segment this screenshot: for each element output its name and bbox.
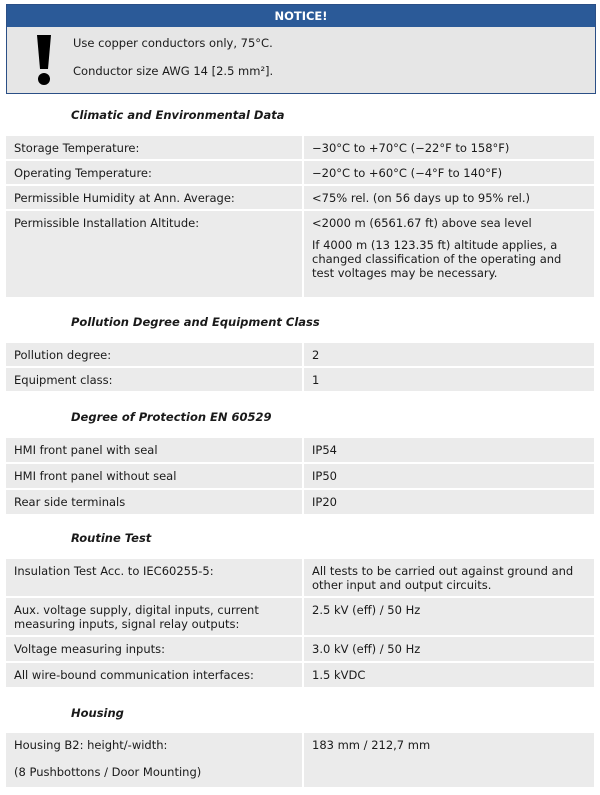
routine-table [6, 559, 594, 689]
section-title-routine: Routine Test [71, 531, 152, 545]
section-title-protection: Degree of Protection EN 60529 [71, 410, 272, 424]
row-label: Voltage measuring inputs: [6, 637, 302, 663]
notice-line-1: Use copper conductors only, 75°C. [73, 36, 273, 50]
row-label: Operating Temperature: [6, 161, 302, 186]
table-row [6, 464, 594, 490]
row-value-note: If 4000 m (13 123.35 ft) altitude applies, a changed classification of the operating and test voltages may be necessary. [312, 238, 562, 280]
row-value: All tests to be carried out against ground and other input and output circuits. [302, 559, 594, 598]
row-value-cell [302, 211, 594, 299]
row-value: <2000 m (6561.67 ft) above sea level [312, 216, 532, 230]
table-row [6, 663, 594, 689]
pollution-table [6, 343, 594, 393]
table-row [6, 161, 594, 186]
exclamation-icon [29, 33, 59, 87]
row-label: HMI front panel with seal [6, 438, 302, 464]
row-value: <75% rel. (on 56 days up to 95% rel.) [302, 186, 594, 211]
climatic-table [6, 136, 594, 299]
notice-body [7, 27, 595, 93]
row-value: 1 [302, 368, 594, 393]
row-label: Aux. voltage supply, digital inputs, current measuring inputs, signal relay outputs: [6, 598, 302, 637]
row-label: Permissible Installation Altitude: [6, 211, 302, 299]
row-value: IP50 [302, 464, 594, 490]
row-value: 3.0 kV (eff) / 50 Hz [302, 637, 594, 663]
row-label-note: (8 Pushbottons / Door Mounting) [14, 765, 202, 779]
row-value: −20°C to +60°C (−4°F to 140°F) [302, 161, 594, 186]
row-label: Equipment class: [6, 368, 302, 393]
table-row [6, 368, 594, 393]
row-label: All wire-bound communication interfaces: [6, 663, 302, 689]
row-label: Housing B2: height/-width: [14, 738, 168, 752]
table-row [6, 733, 594, 789]
row-label: HMI front panel without seal [6, 464, 302, 490]
table-row [6, 438, 594, 464]
table-row [6, 186, 594, 211]
row-label: Insulation Test Acc. to IEC60255-5: [6, 559, 302, 598]
row-value: 2 [302, 343, 594, 368]
protection-table [6, 438, 594, 516]
row-label: Storage Temperature: [6, 136, 302, 161]
housing-table [6, 733, 594, 789]
table-row [6, 598, 594, 637]
table-row [6, 343, 594, 368]
section-title-pollution: Pollution Degree and Equipment Class [71, 315, 320, 329]
row-value: −30°C to +70°C (−22°F to 158°F) [302, 136, 594, 161]
section-title-housing: Housing [71, 706, 124, 720]
table-row [6, 637, 594, 663]
notice-title: NOTICE! [7, 5, 595, 27]
row-label-cell [6, 733, 302, 789]
table-row [6, 490, 594, 516]
notice-box [6, 4, 596, 94]
table-row [6, 559, 594, 598]
table-row [6, 136, 594, 161]
table-row [6, 211, 594, 299]
row-label: Pollution degree: [6, 343, 302, 368]
notice-line-2: Conductor size AWG 14 [2.5 mm²]. [73, 64, 274, 78]
section-title-climatic: Climatic and Environmental Data [71, 108, 285, 122]
row-label: Permissible Humidity at Ann. Average: [6, 186, 302, 211]
row-value: 1.5 kVDC [302, 663, 594, 689]
row-value: IP20 [302, 490, 594, 516]
row-value: 183 mm / 212,7 mm [302, 733, 594, 789]
row-label: Rear side terminals [6, 490, 302, 516]
row-value: IP54 [302, 438, 594, 464]
row-value: 2.5 kV (eff) / 50 Hz [302, 598, 594, 637]
